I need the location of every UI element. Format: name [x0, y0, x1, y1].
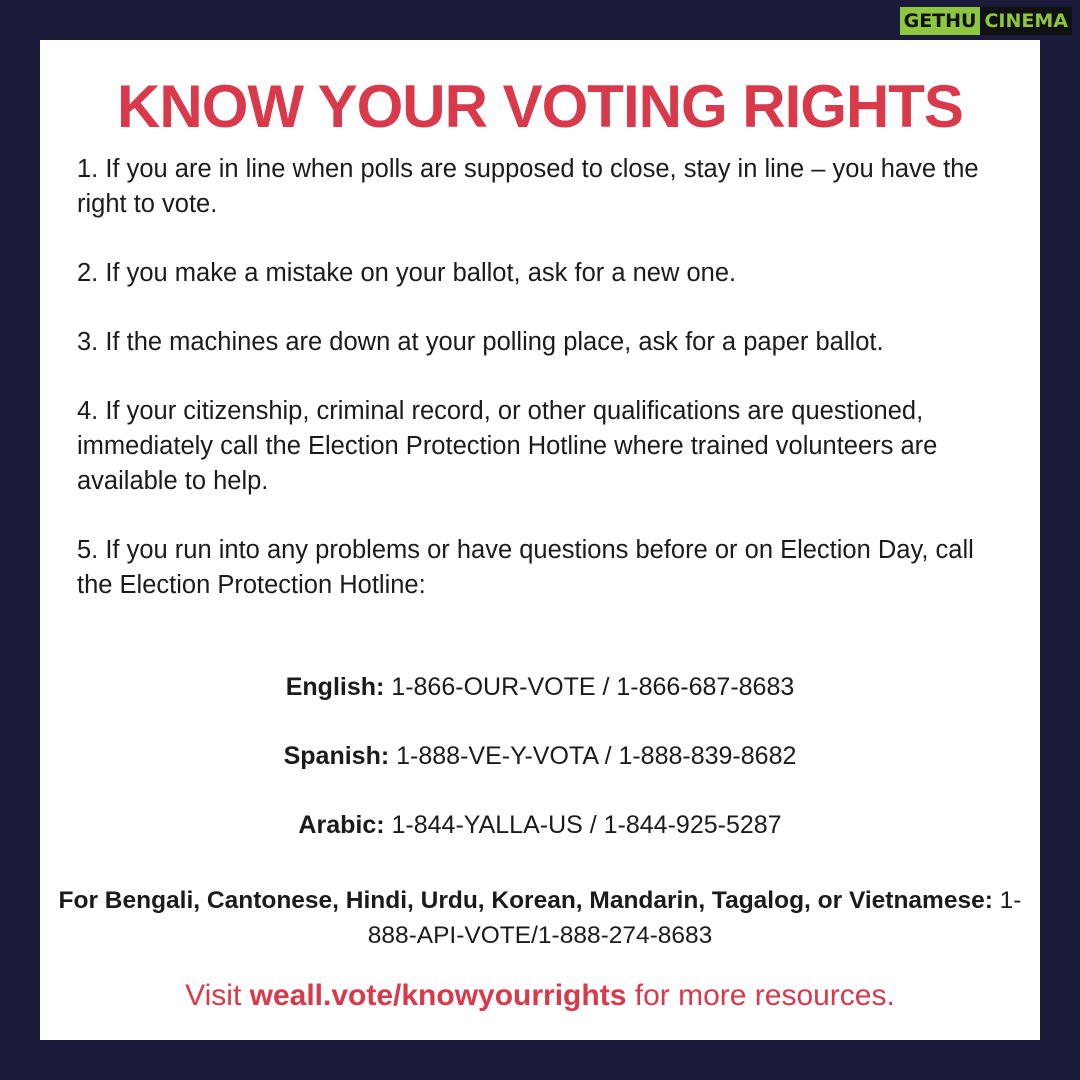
hotline-english [40, 670, 1040, 705]
watermark-logo [900, 6, 1072, 36]
rights-item: 5. If you run into any problems or have questions before or on Election Day, call the Election Protection Hotline: [77, 536, 974, 599]
resources-link[interactable]: weall.vote/knowyourrights [249, 979, 627, 1012]
footer-suffix: for more resources. [634, 979, 895, 1012]
rights-card [40, 40, 1040, 1040]
footer-resources [40, 977, 1040, 1015]
hotline-language: Spanish: [283, 742, 390, 770]
hotline-numbers: 1-888-VE-Y-VOTA / 1-888-839-8682 [396, 742, 797, 770]
rights-item: 2. If you make a mistake on your ballot, ask for a new one. [77, 259, 737, 287]
watermark-part-1: GETHU [900, 7, 981, 35]
multilingual-languages: For Bengali, Cantonese, Hindi, Urdu, Korean, Mandarin, Tagalog, or Vietnamese: [58, 887, 993, 914]
page-title: KNOW YOUR VOTING RIGHTS [117, 73, 963, 140]
footer-prefix: Visit [185, 979, 242, 1012]
rights-item: 1. If you are in line when polls are supposed to close, stay in line – you have the right to vote. [77, 155, 979, 218]
watermark-part-2: CINEMA [980, 7, 1072, 35]
hotline-arabic [40, 808, 1040, 843]
hotline-language: Arabic: [298, 811, 385, 839]
rights-item: 4. If your citizenship, criminal record, or other qualifications are questioned, immediately call the Election Protection Hotline where trained volunteers are available to help. [77, 397, 938, 495]
rights-item: 3. If the machines are down at your polling place, ask for a paper ballot. [77, 328, 884, 356]
hotline-language: English: [285, 673, 385, 701]
hotline-numbers: 1-844-YALLA-US / 1-844-925-5287 [391, 811, 782, 839]
multilingual-numbers: 1-888-API-VOTE/1-888-274-8683 [367, 887, 1022, 949]
hotline-multilingual [40, 883, 1040, 953]
hotline-spanish [40, 739, 1040, 774]
rights-list [77, 152, 1007, 637]
hotline-numbers: 1-866-OUR-VOTE / 1-866-687-8683 [391, 673, 795, 701]
hotline-list [40, 670, 1040, 877]
